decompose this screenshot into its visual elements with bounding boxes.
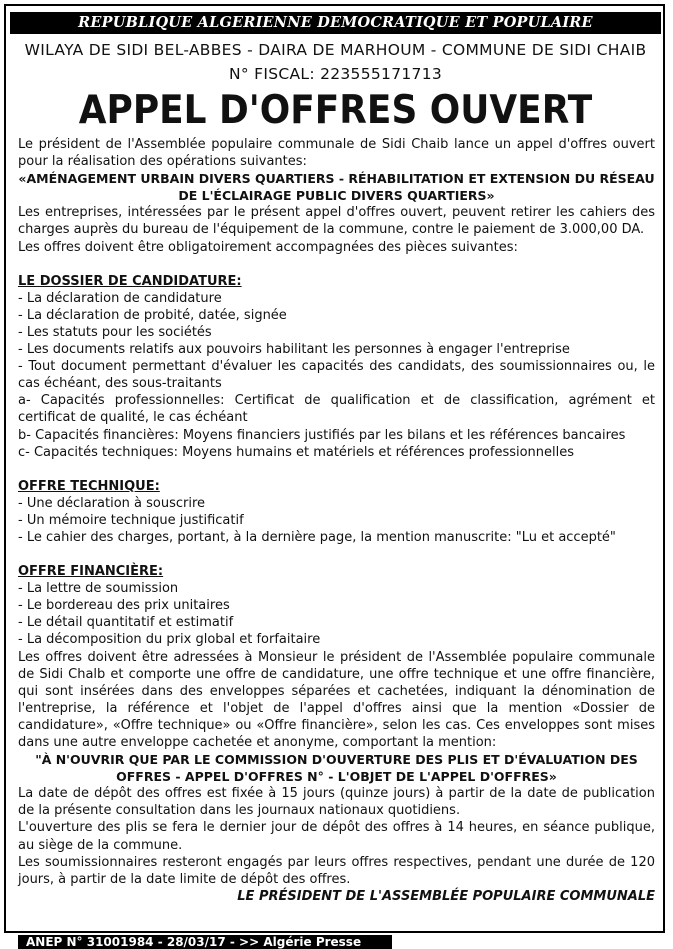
submission-paragraph: Les offres doivent être adressées à Monsieur le président de l'Assemblée populaire communale de Sidi Chalb et comporte une offre de candidature, une offre technique et une offre financière, qui sont insérées dans des enveloppes séparées et cachetées, indiquant la dénomination de l'entreprise, la référence et l'objet de l'appel d'offres ainsi que la mention «Dossier de candidature», «Offre technique» ou «Offre financière», selon les cas. Ces enveloppes sont mises dans une autre enveloppe cachetée et anonyme, comportant la mention:	[18, 649, 655, 750]
section-title-dossier: LE DOSSIER DE CANDIDATURE:	[18, 273, 242, 289]
list-item: - La déclaration de candidature	[18, 290, 222, 306]
wilaya-line: WILAYA DE SIDI BEL-ABBES - DAIRA DE MARHOUM - COMMUNE DE SIDI CHAIB	[24, 41, 647, 59]
publication-reference: ANEP N° 31001984 - 28/03/17 - >> Algérie Presse	[18, 935, 392, 949]
list-item: - La lettre de soumission	[18, 581, 179, 597]
list-item: - La décomposition du prix global et forfaitaire	[18, 632, 321, 648]
intro-paragraph: Le président de l'Assemblée populaire communale de Sidi Chaib lance un appel d'offres ouvert pour la réalisation des opérations suivantes:	[18, 137, 655, 170]
list-item: - Les statuts pour les sociétés	[18, 324, 212, 340]
envelope-notice: "À N'OUVRIR QUE PAR LE COMMISSION D'OUVERTURE DES PLIS ET D'ÉVALUATION DES OFFRES - APPEL D'OFFRES N° - L'OBJET DE L'APPEL D'OFFRES»	[35, 752, 638, 785]
list-item: - Un mémoire technique justificatif	[18, 512, 244, 528]
list-item: a- Capacités professionnelles: Certificat de qualification et de classification, agrément et certificat de qualité, le cas échéant	[18, 393, 655, 426]
list-item: - Le bordereau des prix unitaires	[18, 598, 230, 614]
technique-list	[18, 495, 655, 546]
list-item: - Les documents relatifs aux pouvoirs habilitant les personnes à engager l'entreprise	[18, 342, 570, 358]
list-item: c- Capacités techniques: Moyens humains et matériels et références professionnelles	[18, 444, 575, 460]
retrieval-paragraph: Les entreprises, intéressées par le présent appel d'offres ouvert, peuvent retirer les cahiers des charges auprès du bureau de l'équipement de la commune, contre le paiement de 3.000,00 DA.	[18, 205, 655, 238]
section-title-technique: OFFRE TECHNIQUE:	[18, 478, 160, 494]
page-title: APPEL D'OFFRES OUVERT	[78, 88, 593, 133]
section-title-financiere: OFFRE FINANCIÈRE:	[18, 564, 164, 580]
validity-paragraph: Les soumissionnaires resteront engagés par leurs offres respectives, pendant une durée de 120 jours, à partir de la date limite de dépôt des offres.	[18, 854, 655, 887]
list-item: - La déclaration de probité, datée, signée	[18, 307, 287, 323]
list-item: - Tout document permettant d'évaluer les capacités des candidats, des soumissionnaires ou, le cas échéant, des sous-traitants	[18, 359, 655, 392]
documents-intro: Les offres doivent être obligatoirement accompagnées des pièces suivantes:	[18, 239, 518, 255]
dossier-list	[18, 290, 655, 461]
financiere-list	[18, 580, 655, 648]
list-item: - Une déclaration à souscrire	[18, 495, 206, 511]
list-item: b- Capacités financières: Moyens financiers justifiés par les bilans et les références bancaires	[18, 427, 626, 443]
operation-title: «AMÉNAGEMENT URBAIN DIVERS QUARTIERS - RÉHABILITATION ET EXTENSION DU RÉSEAU DE L'ÉCLAIRAGE PUBLIC DIVERS QUARTIERS»	[18, 171, 655, 204]
announcement-body	[18, 136, 655, 905]
opening-paragraph: L'ouverture des plis se fera le dernier jour de dépôt des offres à 14 heures, en séance publique, au siège de la commune.	[18, 820, 655, 853]
signature: LE PRÉSIDENT DE L'ASSEMBLÉE POPULAIRE COMMUNALE	[237, 888, 655, 904]
list-item: - Le cahier des charges, portant, à la dernière page, la mention manuscrite: "Lu et accepté"	[18, 529, 616, 545]
list-item: - Le détail quantitatif et estimatif	[18, 615, 234, 631]
republic-banner: REPUBLIQUE ALGERIENNE DEMOCRATIQUE ET POPULAIRE	[10, 12, 661, 34]
deadline-paragraph: La date de dépôt des offres est fixée à 15 jours (quinze jours) à partir de la date de publication de la présente consultation dans les journaux nationaux quotidiens.	[18, 786, 655, 819]
fiscal-number: N° FISCAL: 223555171713	[228, 65, 443, 83]
